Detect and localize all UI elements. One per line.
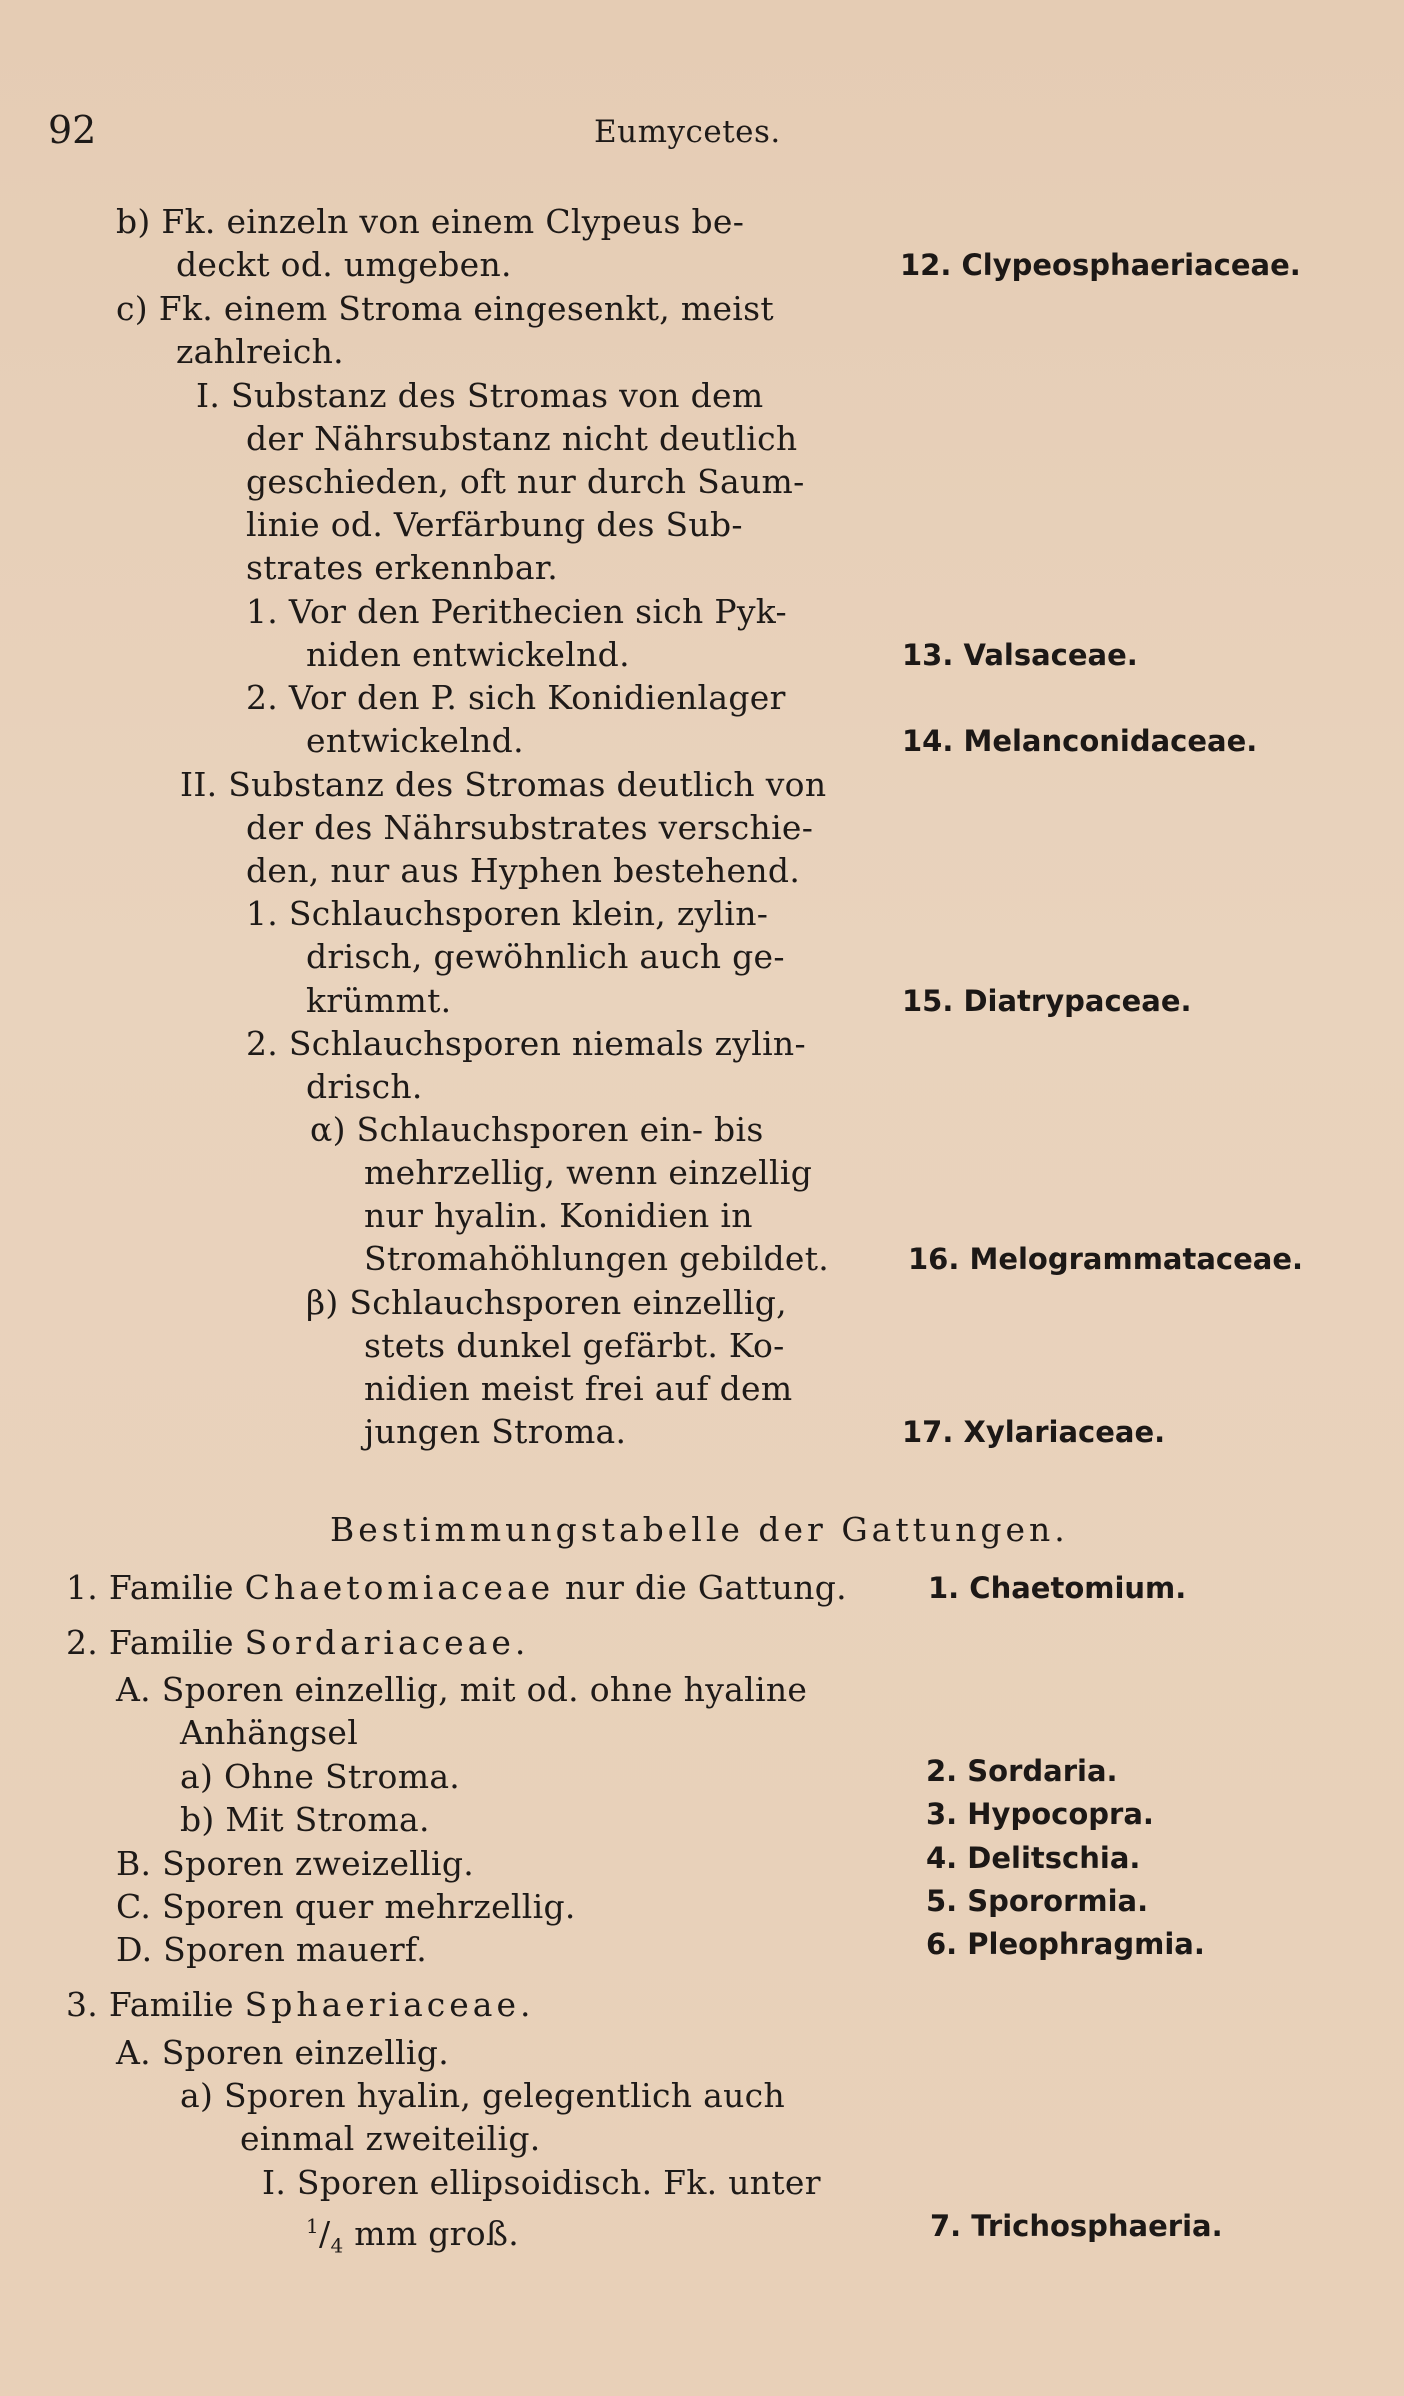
key-line: I. Sporen ellipsoidisch. Fk. unter <box>262 2163 821 2202</box>
section-heading: Bestimmungstabelle der Gattungen. <box>330 1510 1069 1549</box>
key-result: 15. Diatrypaceae. <box>902 984 1192 1018</box>
key-line: strates erkennbar. <box>246 548 559 587</box>
key-line <box>66 1623 529 1663</box>
key-line: der Nährsubstanz nicht deutlich <box>246 419 798 458</box>
family-name: Sordariaceae. <box>244 1623 530 1662</box>
key-line: entwickelnd. <box>306 721 524 760</box>
family-prefix: 3. Familie <box>66 1985 245 2024</box>
key-result: 5. Sporormia. <box>926 1884 1149 1918</box>
key-line: D. Sporen mauerf. <box>116 1930 428 1969</box>
key-line: a) Ohne Stroma. <box>180 1757 461 1796</box>
key-line <box>66 1985 535 2025</box>
key-line: deckt od. umgeben. <box>176 245 512 284</box>
key-line-text: mm groß. <box>343 2214 520 2253</box>
key-line: geschieden, oft nur durch Saum- <box>246 462 805 501</box>
key-result: 1. Chaetomium. <box>928 1571 1187 1605</box>
page-number: 92 <box>48 108 97 152</box>
key-line: stets dunkel gefärbt. Ko- <box>364 1326 785 1365</box>
key-line: A. Sporen einzellig, mit od. ohne hyaline <box>116 1670 808 1709</box>
key-line: den, nur aus Hyphen bestehend. <box>246 851 801 890</box>
key-line: $^1/_4$ mm groß. <box>306 2214 520 2258</box>
family-prefix: 2. Familie <box>66 1623 245 1662</box>
key-result: 17. Xylariaceae. <box>902 1415 1166 1449</box>
key-line: c) Fk. einem Stroma eingesenkt, meist <box>116 289 774 328</box>
key-line: nur hyalin. Konidien in <box>364 1196 753 1235</box>
family-prefix: 1. Familie <box>66 1568 245 1607</box>
key-line: B. Sporen zweizellig. <box>116 1844 475 1883</box>
key-line: linie od. Verfärbung des Sub- <box>246 505 743 544</box>
key-line: 1. Schlauchsporen klein, zylin- <box>246 894 769 933</box>
key-line: niden entwickelnd. <box>306 635 630 674</box>
family-name: Chaetomiaceae <box>244 1568 555 1607</box>
key-line: mehrzellig, wenn einzellig <box>364 1153 813 1192</box>
fraction-denominator: 4 <box>330 2233 344 2258</box>
key-line: b) Mit Stroma. <box>180 1800 430 1839</box>
key-line: einmal zweiteilig. <box>240 2119 541 2158</box>
key-line: krümmt. <box>306 981 452 1020</box>
key-line: 2. Schlauchsporen niemals zylin- <box>246 1024 806 1063</box>
key-line: der des Nährsubstrates verschie- <box>246 808 814 847</box>
key-line: Stromahöhlungen gebildet. <box>364 1239 830 1278</box>
key-line: 1. Vor den Perithecien sich Pyk- <box>246 592 787 631</box>
key-line <box>66 1568 847 1608</box>
key-line: drisch, gewöhnlich auch ge- <box>306 937 785 976</box>
family-name: Sphaeriaceae. <box>244 1985 535 2024</box>
fraction-numerator: 1 <box>306 2214 320 2238</box>
key-result: 7. Trichosphaeria. <box>930 2209 1223 2243</box>
key-result: 3. Hypocopra. <box>926 1797 1154 1831</box>
key-line: Anhängsel <box>180 1713 359 1752</box>
key-result: 16. Melogrammataceae. <box>908 1242 1304 1276</box>
key-line: nidien meist frei auf dem <box>364 1369 793 1408</box>
key-result: 2. Sordaria. <box>926 1754 1118 1788</box>
family-suffix: nur die Gattung. <box>554 1568 847 1607</box>
key-line: I. Substanz des Stromas von dem <box>196 376 764 415</box>
key-line: A. Sporen einzellig. <box>116 2033 449 2072</box>
key-line: b) Fk. einzeln von einem Clypeus be- <box>116 202 745 241</box>
key-result: 14. Melanconidaceae. <box>902 724 1258 758</box>
running-title: Eumycetes. <box>594 114 781 150</box>
key-line: jungen Stroma. <box>364 1412 627 1451</box>
key-line: 2. Vor den P. sich Konidienlager <box>246 678 786 717</box>
key-result: 4. Delitschia. <box>926 1841 1141 1875</box>
key-line: β) Schlauchsporen einzellig, <box>306 1283 787 1322</box>
key-result: 12. Clypeosphaeriaceae. <box>900 248 1301 282</box>
key-result: 6. Pleophragmia. <box>926 1927 1205 1961</box>
key-line: zahlreich. <box>176 332 344 371</box>
key-line: II. Substanz des Stromas deutlich von <box>180 765 827 804</box>
key-line: α) Schlauchsporen ein- bis <box>310 1110 764 1149</box>
key-line: drisch. <box>306 1067 423 1106</box>
key-line: C. Sporen quer mehrzellig. <box>116 1887 576 1926</box>
key-result: 13. Valsaceae. <box>902 638 1138 672</box>
key-line: a) Sporen hyalin, gelegentlich auch <box>180 2076 785 2115</box>
